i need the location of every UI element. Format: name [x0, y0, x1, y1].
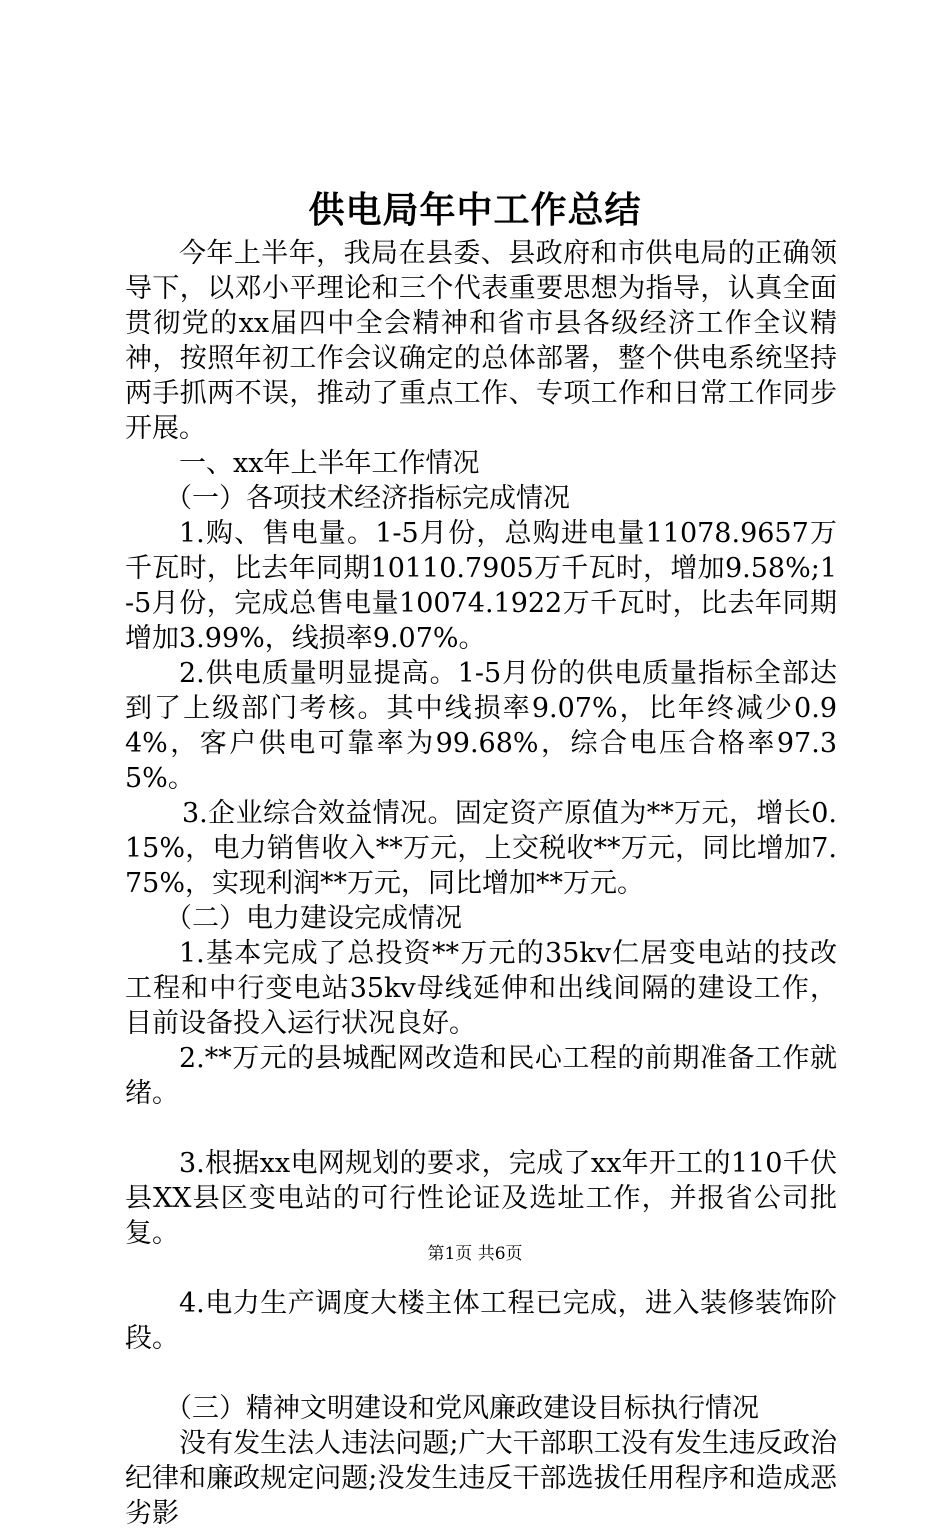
paragraph-item-2-2: 2.**万元的县城配网改造和民心工程的前期准备工作就绪。 — [125, 1043, 837, 1109]
heading-subsection-3: （三）精神文明建设和党风廉政建设目标执行情况 — [165, 1393, 759, 1424]
document-body — [125, 236, 837, 1531]
paragraph-item-1-1: 1.购、售电量。1-5月份，总购进电量11078.9657万千瓦时，比去年同期10110.7905万千瓦时，增加9.58%;1-5月份，完成总售电量10074.1922万千瓦时，比去年同期增加3.99%，线损率9.07%。 — [125, 518, 837, 654]
paragraph-item-2-3: 3.根据xx电网规划的要求，完成了xx年开工的110千伏县XX县区变电站的可行性论证及选址工作，并报省公司批复。 — [125, 1148, 837, 1249]
paragraph-item-3-1: 没有发生法人违法问题;广大干部职工没有发生违反政治纪律和廉政规定问题;没发生违反干部选拔任用程序和造成恶劣影 — [125, 1428, 837, 1529]
page-number-footer: 第1页 共6页 — [427, 1244, 523, 1264]
paragraph-item-2-4: 4.电力生产调度大楼主体工程已完成，进入装修装饰阶段。 — [125, 1288, 837, 1354]
heading-section-1: 一、xx年上半年工作情况 — [179, 448, 480, 479]
paragraph-item-2-1: 1.基本完成了总投资**万元的35kv仁居变电站的技改工程和中行变电站35kv母线延伸和出线间隔的建设工作，目前设备投入运行状况良好。 — [125, 938, 837, 1039]
paragraph-intro: 今年上半年，我局在县委、县政府和市供电局的正确领导下，以邓小平理论和三个代表重要思想为指导，认真全面贯彻党的xx届四中全会精神和省市县各级经济工作全议精神，按照年初工作会议确定的总体部署，整个供电系统坚持两手抓两不误，推动了重点工作、专项工作和日常工作同步开展。 — [125, 238, 837, 444]
heading-subsection-2: （二）电力建设完成情况 — [165, 903, 462, 934]
paragraph-item-1-2: 2.供电质量明显提高。1-5月份的供电质量指标全部达到了上级部门考核。其中线损率9.07%，比年终减少0.94%，客户供电可靠率为99.68%，综合电压合格率97.35%。 — [125, 658, 837, 794]
paragraph-gap — [125, 1356, 837, 1391]
paragraph-gap — [125, 1111, 837, 1146]
paragraph-item-1-3: 3.企业综合效益情况。固定资产原值为**万元，增长0.15%，电力销售收入**万元，上交税收**万元，同比增加7.75%，实现利润**万元，同比增加**万元。 — [125, 798, 837, 899]
document-title: 供电局年中工作总结 — [308, 189, 642, 231]
heading-subsection-1: （一）各项技术经济指标完成情况 — [165, 483, 570, 514]
